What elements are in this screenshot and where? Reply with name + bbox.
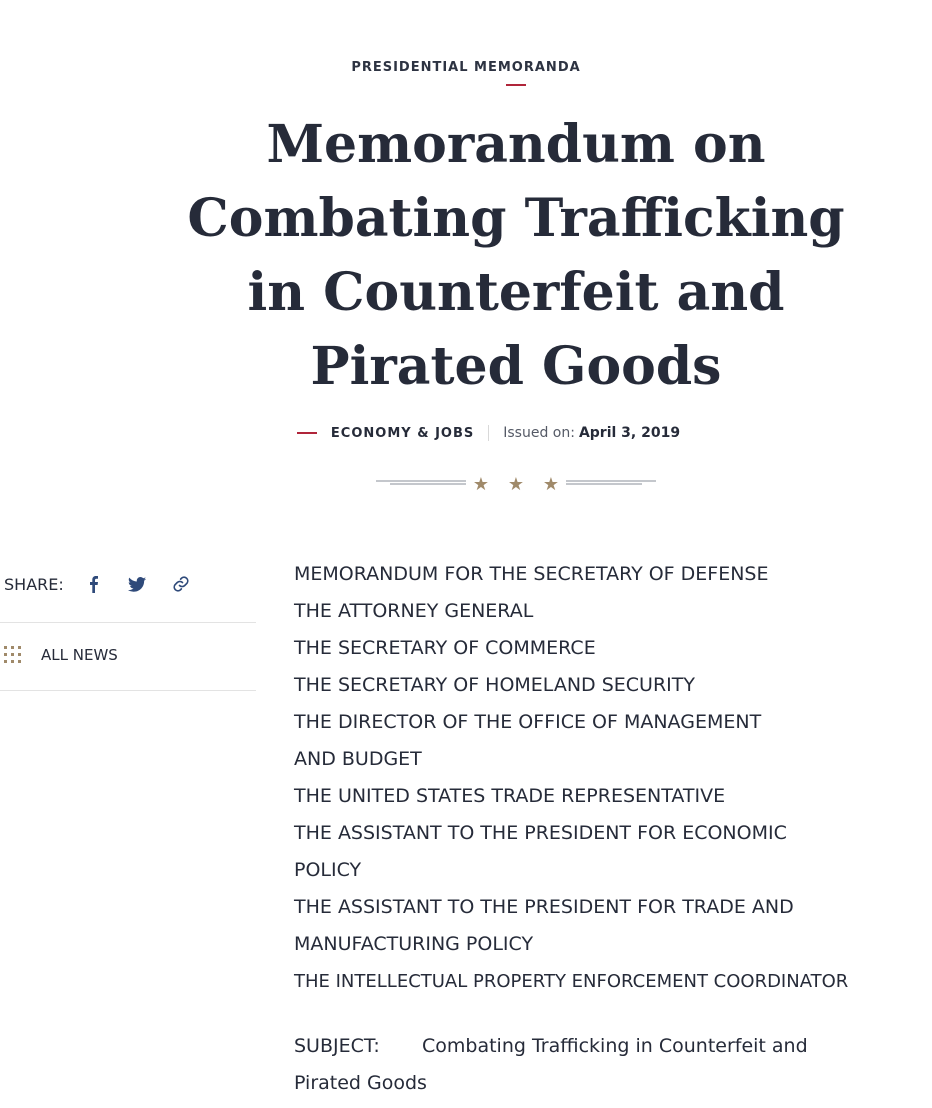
grid-icon <box>4 646 22 664</box>
addressee-line: THE SECRETARY OF COMMERCE <box>294 637 596 659</box>
all-news-label: ALL NEWS <box>41 646 118 664</box>
twitter-icon <box>128 577 146 592</box>
eyebrow-underline <box>506 84 526 86</box>
issued-label: Issued on: <box>503 425 575 441</box>
addressee-line: THE ASSISTANT TO THE PRESIDENT FOR TRADE AND MANUFACTURING POLICY <box>294 896 794 955</box>
memo-body <box>294 556 894 1102</box>
sidebar-divider <box>0 690 256 691</box>
subject-label: SUBJECT: <box>294 1035 380 1057</box>
addressee-line: MEMORANDUM FOR THE SECRETARY OF DEFENSE <box>294 563 769 585</box>
subject-text: Combating Trafficking in Counterfeit and Pirated Goods <box>294 1035 808 1094</box>
addressee-line: THE SECRETARY OF HOMELAND SECURITY <box>294 674 695 696</box>
addressee-line: THE INTELLECTUAL PROPERTY ENFORCEMENT COORDINATOR <box>294 971 849 992</box>
addressee-line: THE ASSISTANT TO THE PRESIDENT FOR ECONOMIC POLICY <box>294 822 787 881</box>
twitter-share-button[interactable] <box>124 571 150 597</box>
facebook-icon <box>87 575 99 593</box>
addressee-line: THE UNITED STATES TRADE REPRESENTATIVE <box>294 785 726 807</box>
meta-dash <box>297 432 317 434</box>
stars-divider <box>376 472 656 494</box>
copy-link-button[interactable] <box>168 571 194 597</box>
star-icon: ★ <box>472 474 490 494</box>
star-icon: ★ <box>542 474 560 494</box>
category-link[interactable]: ECONOMY & JOBS <box>330 425 475 441</box>
issued-date: April 3, 2019 <box>578 425 681 441</box>
link-icon <box>172 575 190 593</box>
post-meta <box>0 425 932 441</box>
page-title: Memorandum on Combating Trafficking in Counterfeit and Pirated Goods <box>187 114 845 397</box>
share-label: SHARE: <box>4 574 64 594</box>
addressee-line: THE ATTORNEY GENERAL <box>294 600 534 622</box>
sidebar-divider <box>0 622 256 623</box>
addressee-line: THE DIRECTOR OF THE OFFICE OF MANAGEMENT AND BUDGET <box>294 711 762 770</box>
meta-separator <box>488 425 489 441</box>
share-bar <box>4 570 212 598</box>
all-news-link[interactable] <box>4 646 118 664</box>
facebook-share-button[interactable] <box>80 571 106 597</box>
category-eyebrow-link[interactable]: PRESIDENTIAL MEMORANDA <box>351 60 581 75</box>
star-icon: ★ <box>507 474 525 494</box>
memo-subject <box>294 1028 814 1102</box>
